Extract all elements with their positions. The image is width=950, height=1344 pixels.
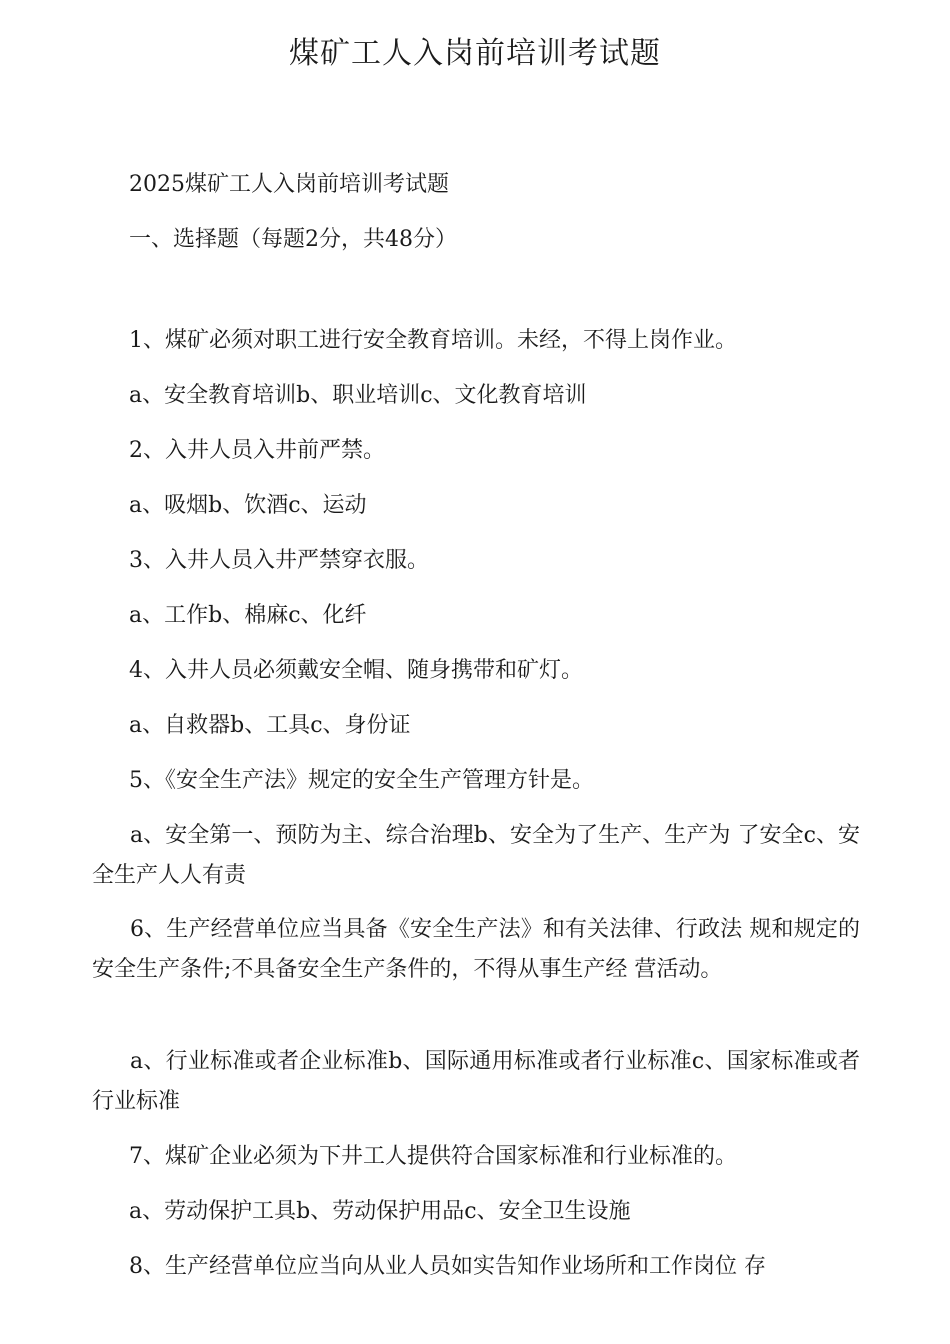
question-2-options: a、吸烟b、饮酒c、运动 (129, 493, 367, 518)
question-3: 3、入井人员入井严禁穿衣服。 (129, 548, 429, 573)
question-6-options: a、行业标准或者企业标准b、国际通用标准或者行业标准c、国家标准或者行业标准 (92, 1049, 860, 1114)
question-1: 1、煤矿必须对职工进行安全教育培训。未经，不得上岗作业。 (129, 328, 737, 353)
question-6: 6、生产经营单位应当具备《安全生产法》和有关法律、行政法 规和规定的安全生产条件;不具备安全生产条件的，不得从事生产经 营活动。 (92, 917, 860, 982)
question-3-options: a、工作b、棉麻c、化纤 (129, 603, 367, 628)
question-8: 8、生产经营单位应当向从业人员如实告知作业场所和工作岗位 存 (129, 1254, 766, 1279)
question-5-options: a、安全第一、预防为主、综合治理b、安全为了生产、生产为 了安全c、安全生产人人有责 (92, 823, 860, 888)
document-title: 煤矿工人入岗前培训考试题 (289, 36, 661, 71)
question-7: 7、煤矿企业必须为下井工人提供符合国家标准和行业标准的。 (129, 1144, 737, 1169)
question-2: 2、入井人员入井前严禁。 (129, 438, 385, 463)
question-4: 4、入井人员必须戴安全帽、随身携带和矿灯。 (129, 658, 583, 683)
question-7-options: a、劳动保护工具b、劳动保护用品c、安全卫生设施 (129, 1199, 631, 1224)
question-4-options: a、自救器b、工具c、身份证 (129, 713, 411, 738)
document-subtitle: 2025煤矿工人入岗前培训考试题 (129, 172, 449, 197)
section-heading: 一、选择题（每题2分，共48分） (129, 227, 457, 252)
question-5: 5、《安全生产法》规定的安全生产管理方针是。 (129, 768, 594, 793)
question-1-options: a、安全教育培训b、职业培训c、文化教育培训 (129, 383, 587, 408)
